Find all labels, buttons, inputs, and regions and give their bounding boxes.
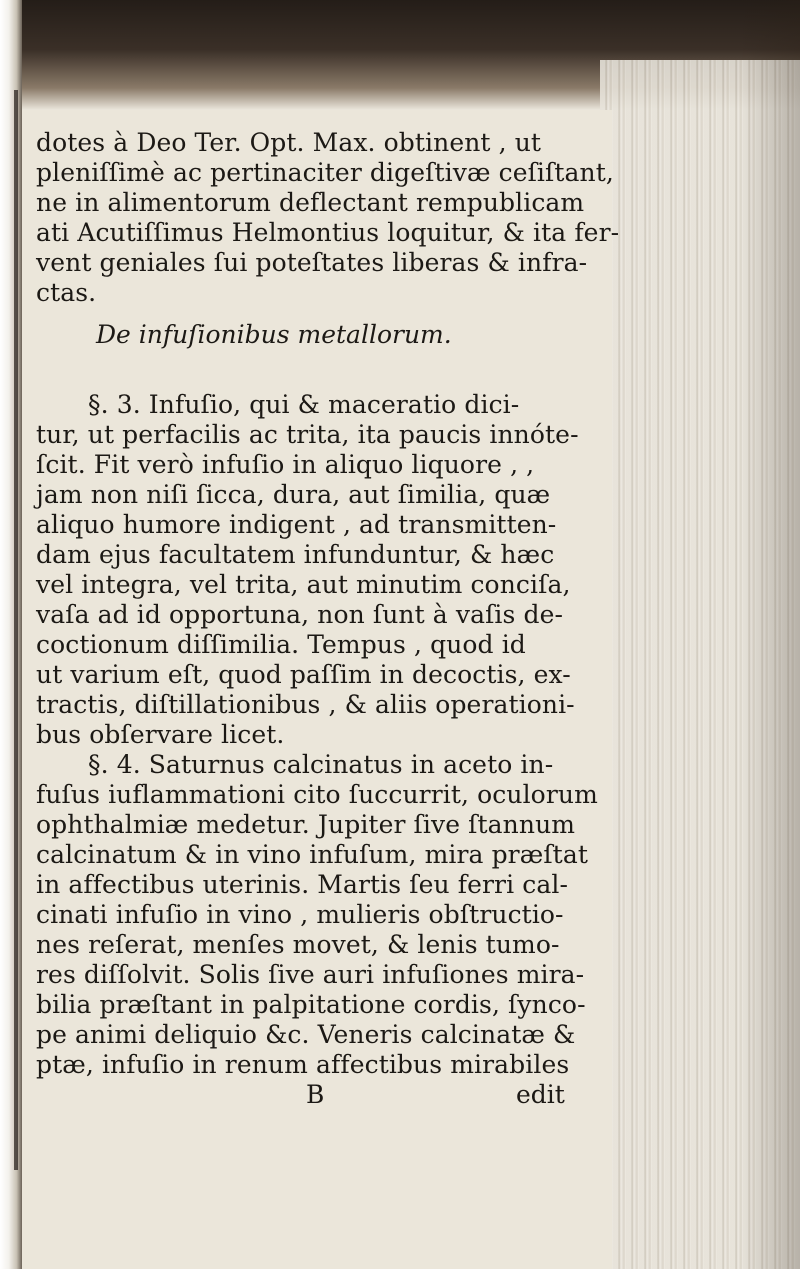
- text-line: vel integra, vel trita, aut minutim conciſa,: [36, 570, 571, 599]
- gutter-line: [14, 90, 18, 1170]
- signature-mark: B: [306, 1080, 325, 1109]
- catchword: edit: [516, 1080, 565, 1109]
- text-line: ptæ, infuſio in renum affectibus mirabiles: [36, 1050, 570, 1079]
- right-shade: [740, 0, 800, 1269]
- text-line: calcinatum & in vino infuſum, mira præſtat: [36, 840, 588, 869]
- text-line: ati Acutiſſimus Helmontius loquitur, & ita fer-: [36, 218, 620, 247]
- text-line: dotes à Deo Ter. Opt. Max. obtinent , ut: [36, 128, 542, 157]
- text-line: §. 4. Saturnus calcinatus in aceto in-: [88, 750, 554, 779]
- text-line: dam ejus facultatem infunduntur, & hæc: [36, 540, 555, 569]
- text-line: pe animi deliquio &c. Veneris calcinatæ &: [36, 1020, 576, 1049]
- text-line: jam non niſi ſicca, dura, aut ſimilia, quæ: [36, 480, 551, 509]
- text-line: aliquo humore indigent , ad transmitten-: [36, 510, 557, 539]
- text-line: ophthalmiæ medetur. Jupiter ſive ſtannum: [36, 810, 576, 839]
- text-line: tur, ut perfacilis ac trita, ita paucis innóte-: [36, 420, 579, 449]
- text-line: vent geniales ſui poteſtates liberas & infra-: [36, 248, 588, 277]
- text-line: res diſſolvit. Solis ſive auri infuſiones mira-: [36, 960, 585, 989]
- text-line: ne in alimentorum deflectant rempublicam: [36, 188, 585, 217]
- text-line: ctas.: [36, 278, 97, 307]
- binding-gutter: [0, 0, 22, 1269]
- text-line: cinati infuſio in vino , mulieris obſtructio-: [36, 900, 564, 929]
- text-line: bilia præſtant in palpitatione cordis, ſynco-: [36, 990, 586, 1019]
- text-line: bus obſervare licet.: [36, 720, 285, 749]
- section-heading: De infuſionibus metallorum.: [96, 320, 452, 349]
- text-line: fuſus iuflammationi cito ſuccurrit, oculorum: [36, 780, 598, 809]
- text-line: coctionum diſſimilia. Tempus , quod id: [36, 630, 526, 659]
- text-line: tractis, diſtillationibus , & aliis operationi-: [36, 690, 575, 719]
- text-line: ut varium eſt, quod paſſim in decoctis, ex-: [36, 660, 571, 689]
- text-line: in affectibus uterinis. Martis ſeu ferri cal-: [36, 870, 568, 899]
- text-line: §. 3. Infuſio, qui & maceratio dici-: [88, 390, 520, 419]
- text-line: vaſa ad id opportuna, non ſunt à vaſis de-: [36, 600, 564, 629]
- text-line: ſcit. Fit verò infuſio in aliquo liquore , ,: [36, 450, 535, 479]
- text-line: nes reſerat, menſes movet, & lenis tumo-: [36, 930, 560, 959]
- text-line: pleniſſimè ac pertinaciter digeſtivæ ceſiſtant,: [36, 158, 614, 187]
